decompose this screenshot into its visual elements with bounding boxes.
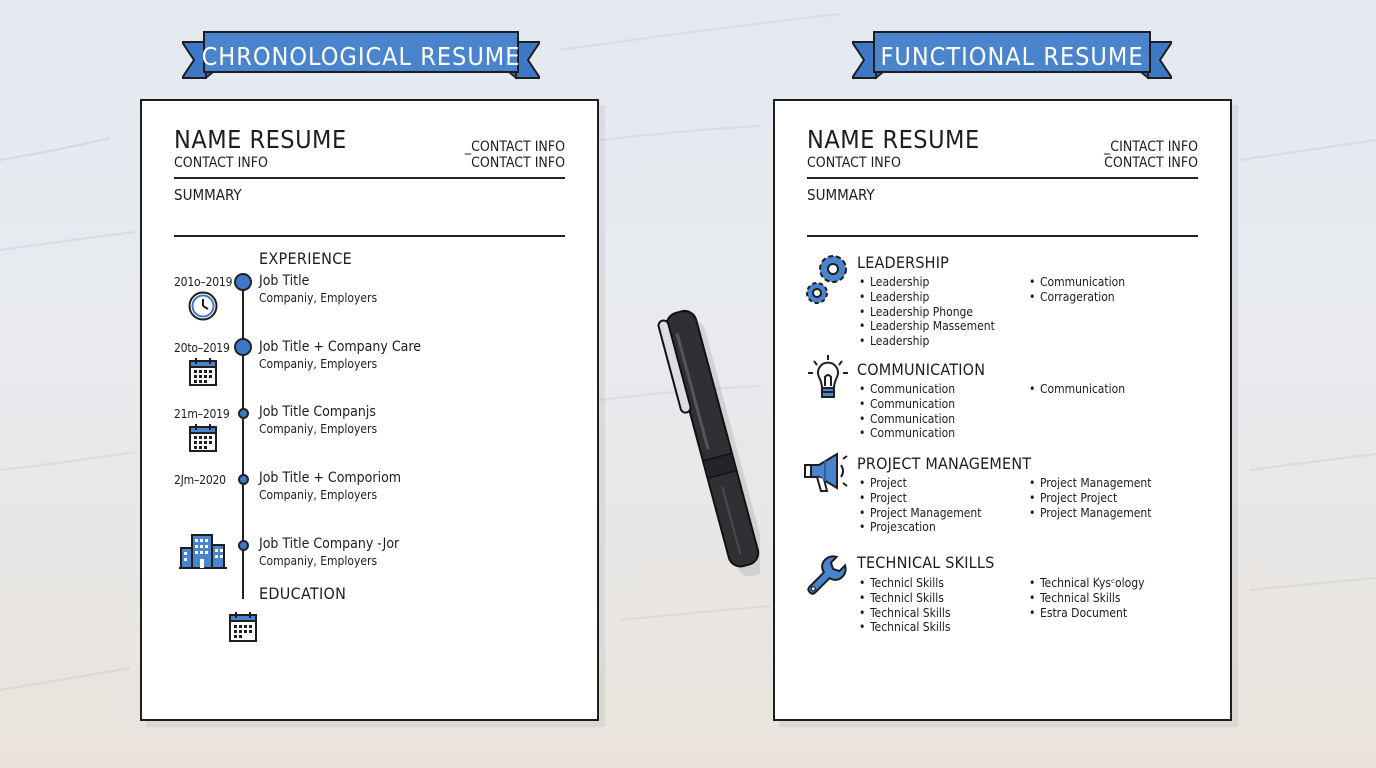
list-item: • Technical Kysᶜology xyxy=(1029,576,1144,591)
contact-info-right xyxy=(465,139,565,171)
list-item: • Technicl Skills xyxy=(859,591,951,606)
list-item: • Project Management xyxy=(1029,506,1151,521)
summary-divider xyxy=(807,235,1198,237)
list-item: • Leadership Phonge xyxy=(859,305,995,320)
timeline-line xyxy=(242,279,244,599)
pen-illustration xyxy=(620,300,760,600)
education-heading: EDUCATION xyxy=(259,584,347,603)
functional-ribbon xyxy=(852,30,1172,82)
list-item: • Communication xyxy=(859,426,955,441)
list-item: • Technical Skills xyxy=(859,620,951,635)
job-title: Job Title + Company Care xyxy=(259,339,421,355)
job-date: 21m–2019 xyxy=(174,407,230,421)
list-item: • Technical Skills xyxy=(1029,591,1144,606)
list-item: • Project Management xyxy=(1029,476,1151,491)
job-title: Job Title xyxy=(259,273,310,289)
calendar-icon xyxy=(228,611,258,643)
timeline-clock-marker xyxy=(234,273,252,291)
office-building-icon xyxy=(178,531,228,571)
section-title-leadership: LEADERSHIP xyxy=(857,253,950,272)
summary-divider xyxy=(174,235,565,237)
job-date: 201o–2019 xyxy=(174,275,233,289)
calendar-icon xyxy=(188,423,218,453)
contact-info-right xyxy=(1104,139,1198,171)
list-item: • Leadership xyxy=(859,275,995,290)
list-item: • Project Management xyxy=(859,506,981,521)
section-title-project-management: PROJECT MANAGEMENT xyxy=(857,454,1032,473)
summary-heading: SUMMARY xyxy=(174,186,242,204)
chronological-ribbon-title: CHRONOLOGICAL RESUME xyxy=(201,42,521,71)
contact-info: CONTACT INFO xyxy=(174,155,268,171)
chronological-ribbon xyxy=(182,30,540,82)
job-company: Companiy, Employers xyxy=(259,422,378,436)
skill-list-left xyxy=(859,476,981,535)
timeline-marker xyxy=(238,474,249,485)
list-item: • Communication xyxy=(859,412,955,427)
job-title: Job Title + Comporiom xyxy=(259,470,402,486)
timeline-marker xyxy=(238,408,249,419)
experience-heading: EXPERIENCE xyxy=(259,249,352,268)
skill-list-left xyxy=(859,275,995,349)
list-item: • Technicl Skills xyxy=(859,576,951,591)
list-item: • Technical Skills xyxy=(859,606,951,621)
skill-list-right xyxy=(1029,576,1144,620)
list-item: • Communication xyxy=(1029,275,1125,290)
list-item: • Communication xyxy=(859,382,955,397)
list-item: • Communication xyxy=(1029,382,1125,397)
gears-icon xyxy=(803,251,851,311)
skill-list-left xyxy=(859,382,955,441)
clock-icon xyxy=(187,290,219,322)
list-item: • Communication xyxy=(859,397,955,412)
section-title-technical-skills: TECHNICAL SKILLS xyxy=(857,553,995,572)
timeline-marker xyxy=(234,338,252,356)
list-item: • Projeɜcation xyxy=(859,520,981,535)
section-title-communication: COMMUNICATION xyxy=(857,360,986,379)
skill-list-right xyxy=(1029,476,1151,520)
contact-info-line: CONTACT INFO xyxy=(1104,155,1198,171)
resume-name: NAME RESUME xyxy=(174,125,347,154)
contact-info: CONTACT INFO xyxy=(807,155,901,171)
timeline-marker xyxy=(238,540,249,551)
contact-info-line: CONTACT INFO xyxy=(471,155,565,171)
list-item: • Leadership xyxy=(859,334,995,349)
skill-list-left xyxy=(859,576,951,635)
header-divider xyxy=(174,177,565,179)
list-item: • Estra Document xyxy=(1029,606,1144,621)
job-date: 2Jm–2020 xyxy=(174,473,226,487)
contact-info-line: _CONTACT INFO xyxy=(464,139,565,155)
job-company: Companiy, Employers xyxy=(259,554,378,568)
list-item: • Leadership xyxy=(859,290,995,305)
job-company: Companiy, Employers xyxy=(259,291,378,305)
header-divider xyxy=(807,177,1198,179)
wrench-icon xyxy=(803,551,849,601)
skill-list-right xyxy=(1029,382,1125,397)
calendar-icon xyxy=(188,357,218,387)
list-item: • Project xyxy=(859,491,981,506)
megaphone-icon xyxy=(803,451,853,497)
job-title: Job Title Companjs xyxy=(259,404,376,420)
resume-name: NAME RESUME xyxy=(807,125,980,154)
contact-info-line: _CINTACT INFO xyxy=(1104,139,1198,155)
job-date: 20to–2019 xyxy=(174,341,230,355)
list-item: • Leadership Massement xyxy=(859,319,995,334)
chronological-resume xyxy=(140,99,599,721)
functional-resume xyxy=(773,99,1232,721)
job-title: Job Title Company -Jor xyxy=(259,536,400,552)
functional-ribbon-title: FUNCTIONAL RESUME xyxy=(880,42,1144,71)
list-item: • Project Project xyxy=(1029,491,1151,506)
list-item: • Project xyxy=(859,476,981,491)
lightbulb-icon xyxy=(805,353,851,405)
job-company: Companiy, Employers xyxy=(259,357,378,371)
job-company: Companiy, Employers xyxy=(259,488,378,502)
list-item: • Corrageration xyxy=(1029,290,1125,305)
summary-heading: SUMMARY xyxy=(807,186,875,204)
skill-list-right xyxy=(1029,275,1125,305)
